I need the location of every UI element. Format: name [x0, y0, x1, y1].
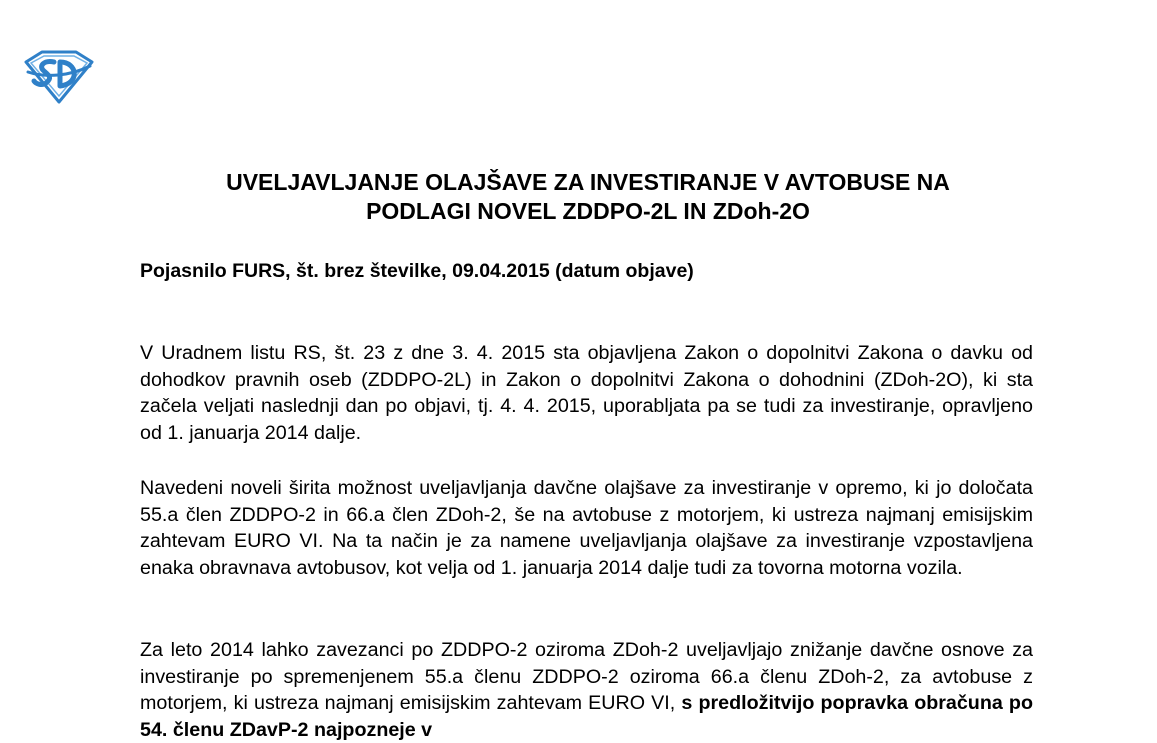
document-title: [140, 168, 1036, 226]
paragraph-1: V Uradnem listu RS, št. 23 z dne 3. 4. 2015 sta objavljena Zakon o dopolnitvi Zakona o davku od dohodkov pravnih oseb (ZDDPO-2L) in Zakon o dopolnitvi Zakona o dohodnini (ZDoh-2O), ki sta začela veljati naslednji dan po objavi, tj. 4. 4. 2015, uporabljata pa se tudi za investiranje, opravljeno od 1. januarja 2014 dalje.: [140, 342, 1033, 444]
paragraph-2: Navedeni noveli širita možnost uveljavljanja davčne olajšave za investiranje v opremo, ki jo določata 55.a člen ZDDPO-2 in 66.a člen ZDoh-2, še na avtobuse z motorjem, ki ustreza najmanj emisijskim zahtevam EURO VI. Na ta način je za namene uveljavljanja olajšave za investiranje vzpostavljena enaka obravnava avtobusov, kot velja od 1. januarja 2014 dalje tudi za tovorna motorna vozila.: [140, 477, 1033, 579]
sd-logo-icon: [22, 48, 96, 104]
paragraph-3-regular: Za leto 2014 lahko zavezanci po ZDDPO-2 oziroma ZDoh-2 uveljavljajo znižanje davčne osnove za investiranje po spremenjenem 55.a členu ZDDPO-2 oziroma 66.a členu ZDoh-2, za avtobuse z motorjem, ki ustreza najmanj emisijskim zahtevam EURO VI,: [140, 639, 1033, 714]
title-line-2: PODLAGI NOVEL ZDDPO-2L IN ZDoh-2O: [366, 198, 810, 224]
paragraph-3: [140, 637, 1033, 743]
title-line-1: UVELJAVLJANJE OLAJŠAVE ZA INVESTIRANJE V AVTOBUSE NA: [226, 169, 950, 195]
paragraph-3-bold: s predložitvijo popravka obračuna po 54. členu ZDavP-2 najpozneje v: [140, 692, 1033, 741]
source-line: Pojasnilo FURS, št. brez številke, 09.04.2015 (datum objave): [140, 260, 694, 282]
